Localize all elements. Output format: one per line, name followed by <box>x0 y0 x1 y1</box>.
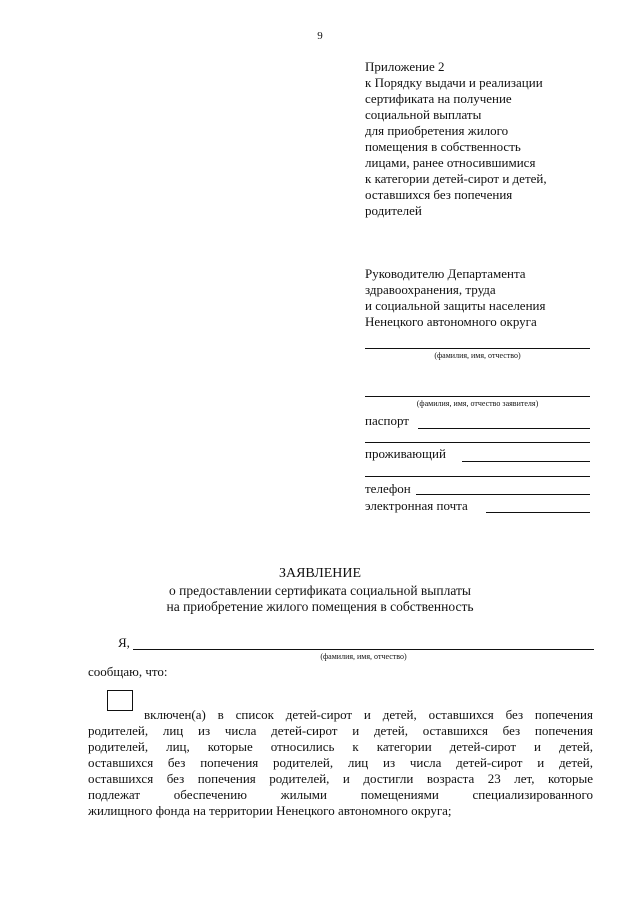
applicant-fio-caption: (фамилия, имя, отчество заявителя) <box>416 399 539 408</box>
applicant-name-caption: (фамилия, имя, отчество) <box>320 652 407 661</box>
inclusion-checkbox[interactable] <box>107 690 133 711</box>
paragraph-line: оставшихся без попечения родителей, и достигли возраста 23 лет, которые <box>88 771 593 786</box>
director-fio-line[interactable] <box>365 348 590 349</box>
annex-line: для приобретения жилого <box>365 123 509 138</box>
passport-field-line[interactable] <box>418 428 590 429</box>
paragraph-line: родителей, лиц, которые относились к категории детей-сирот и детей, <box>88 739 593 754</box>
email-label: электронная почта <box>365 498 468 513</box>
annex-line: Приложение 2 <box>365 59 445 74</box>
statement-title: ЗАЯВЛЕНИЕ <box>278 566 362 581</box>
report-label: сообщаю, что: <box>88 664 168 679</box>
paragraph-line: оставшихся без попечения родителей, лиц из числа детей-сирот и детей, <box>88 755 593 770</box>
annex-line: к категории детей-сирот и детей, <box>365 171 547 186</box>
annex-line: помещения в собственность <box>365 139 521 154</box>
page-number: 9 <box>317 30 323 42</box>
statement-subtitle-2: на приобретение жилого помещения в собственность <box>166 599 474 614</box>
addressee-block <box>365 266 545 330</box>
annex-line: лицами, ранее относившимися <box>365 155 536 170</box>
paragraph-line: подлежат обеспечению жилыми помещениями специализированного <box>88 787 593 802</box>
paragraph-line: жилищного фонда на территории Ненецкого автономного округа; <box>88 803 452 818</box>
addressee-line: Ненецкого автономного округа <box>365 314 537 329</box>
addressee-line: здравоохранения, труда <box>365 282 496 297</box>
phone-field-line[interactable] <box>416 494 590 495</box>
residing-label: проживающий <box>365 446 446 461</box>
residing-field-line[interactable] <box>462 461 590 462</box>
paragraph-line: включен(а) в список детей-сирот и детей, оставшихся без попечения <box>144 707 593 722</box>
phone-label: телефон <box>365 481 411 496</box>
annex-line: оставшихся без попечения <box>365 187 513 202</box>
annex-line: сертификата на получение <box>365 91 512 106</box>
addressee-line: Руководителю Департамента <box>365 266 526 281</box>
director-fio-caption: (фамилия, имя, отчество) <box>434 351 521 360</box>
email-field-line[interactable] <box>486 512 590 513</box>
addressee-line: и социальной защиты населения <box>365 298 546 313</box>
paragraph-line: родителей, лиц из числа детей-сирот и детей, оставшихся без попечения <box>88 723 593 738</box>
passport-extra-line[interactable] <box>365 442 590 443</box>
statement-subtitle-1: о предоставлении сертификата социальной выплаты <box>169 583 471 598</box>
applicant-name-line[interactable] <box>133 649 594 650</box>
annex-block <box>365 59 547 219</box>
passport-label: паспорт <box>365 413 409 428</box>
applicant-fio-line[interactable] <box>365 396 590 397</box>
residing-extra-line[interactable] <box>365 476 590 477</box>
i-label: Я, <box>118 635 130 650</box>
annex-line: социальной выплаты <box>365 107 482 122</box>
annex-line: родителей <box>365 203 422 218</box>
annex-line: к Порядку выдачи и реализации <box>365 75 543 90</box>
